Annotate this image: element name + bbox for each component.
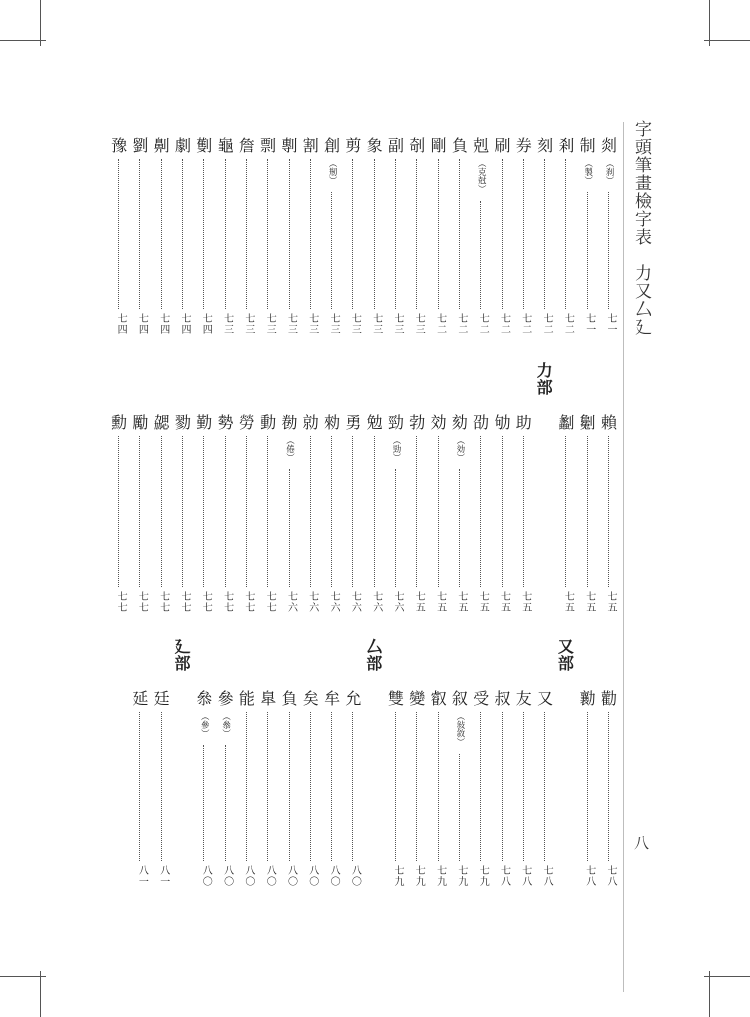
entry-page-ref: 七八 [541,865,553,887]
entry-variant: （敍敘） [454,712,465,746]
index-entry [535,690,555,905]
leader-dots [544,712,545,861]
index-entry [429,414,449,631]
index-entry [280,414,300,631]
index-entry [407,414,427,631]
leader-dots [352,159,353,309]
entry-page-ref: 七七 [200,591,212,613]
index-entry [130,690,150,905]
leader-dots [416,712,417,861]
leader-dots [480,436,481,587]
index-entry [130,414,150,631]
leader-dots [608,192,609,309]
entry-character: 勉 [366,413,383,432]
entry-page-ref: 七九 [413,865,425,887]
entry-variant: （製） [582,159,593,185]
entry-character: 賴 [600,413,617,432]
entry-variant: （刹） [604,159,614,185]
leader-dots [395,469,396,587]
entry-character: 勌 [281,413,298,432]
entry-character: 叔 [494,689,511,708]
leader-dots [587,192,588,309]
entry-page-ref: 八〇 [242,865,254,887]
leader-dots [310,436,311,587]
entry-character: 創 [324,136,341,155]
entry-character: 劙 [558,413,575,432]
entry-character: 勁 [387,413,404,432]
index-entry [322,414,342,631]
index-entry [471,690,491,905]
leader-dots [246,436,247,587]
entry-page-ref: 七三 [349,313,361,335]
index-entry [280,137,300,353]
radical-heading: 厶部 [363,638,383,672]
entry-character: 制 [579,136,596,155]
leader-dots [267,712,268,861]
entry-page-ref: 七二 [519,313,531,335]
leader-dots [331,192,332,309]
leader-dots [608,712,609,861]
index-entry [556,137,576,353]
index-entry [216,414,236,631]
leader-dots [502,159,503,309]
index-entry [237,414,257,631]
index-entry [578,137,598,353]
leader-dots [480,201,481,309]
leader-dots [395,159,396,309]
leader-dots [352,436,353,587]
entry-page-ref: 七一 [605,313,616,335]
entry-page-ref: 七四 [136,313,148,335]
entry-page-ref: 七七 [115,591,127,613]
entry-page-ref: 七三 [306,313,318,335]
entry-page-ref: 七五 [605,591,616,613]
index-entry [280,690,300,905]
entry-page-ref: 八〇 [285,865,297,887]
entry-character: 剸 [281,136,298,155]
entry-page-ref: 七八 [498,865,510,887]
index-entry [365,137,385,353]
leader-dots [161,712,162,861]
entry-page-ref: 七五 [583,591,595,613]
leader-dots [203,745,204,861]
entry-page-ref: 七七 [157,591,169,613]
entry-character: 勤 [196,413,213,432]
entry-page-ref: 八〇 [200,865,212,887]
leader-dots [502,436,503,587]
entry-character: 剽 [260,136,277,155]
crop-mark-bottom-left [40,971,41,1017]
index-entry [450,414,470,631]
index-entry [471,137,491,353]
entry-page-ref: 八〇 [349,865,361,887]
index-entry [556,414,576,631]
leader-dots [502,712,503,861]
entry-page-ref: 七九 [477,865,489,887]
index-entry [535,137,555,353]
entry-character: 勠 [174,413,191,432]
entry-page-ref: 七八 [605,865,616,887]
leader-dots [438,159,439,309]
entry-page-ref: 七五 [455,591,467,613]
entry-character: 廷 [153,689,170,708]
index-entry [216,690,236,905]
entry-page-ref: 八一 [136,865,148,887]
index-entry [301,137,321,353]
entry-character: 剞 [409,136,426,155]
index-entry [152,414,172,631]
leader-dots [587,436,588,587]
entry-character: 勑 [324,413,341,432]
index-entry [429,690,449,905]
leader-dots [395,712,396,861]
entry-character: 劖 [579,413,596,432]
leader-dots [374,436,375,587]
index-entry [194,414,214,631]
entry-page-ref: 七四 [179,313,190,335]
entry-character: 臯 [260,689,277,708]
entry-variant: （參） [199,712,210,738]
leader-dots [438,712,439,861]
leader-dots [161,436,162,587]
index-entry [429,137,449,353]
entry-page-ref: 八〇 [328,865,340,887]
entry-page-ref: 七五 [413,591,425,613]
entry-page-ref: 七六 [392,591,403,613]
entry-character: 剋 [473,136,490,155]
entry-page-ref: 七七 [221,591,233,613]
index-entry [301,690,321,905]
leader-dots [331,712,332,861]
entry-page-ref: 七六 [349,591,361,613]
entry-page-ref: 七一 [583,313,595,335]
entry-page-ref: 七五 [434,591,446,613]
leader-dots [459,754,460,861]
index-entry [343,137,363,353]
entry-character: 詹 [238,136,255,155]
entry-page-ref: 七八 [583,865,595,887]
entry-character: 劭 [473,413,490,432]
index-entry [407,137,427,353]
leader-dots [587,712,588,861]
index-entry [130,137,150,353]
index-entry [258,137,278,353]
entry-character: 劬 [494,413,511,432]
page-number: 八 [634,834,650,852]
index-entry [407,690,427,905]
leader-dots [289,159,290,309]
leader-dots [139,159,140,309]
entry-page-ref: 七三 [242,313,254,335]
leader-dots [267,436,268,587]
entry-character: 友 [515,689,532,708]
entry-variant: （倦） [284,436,295,462]
index-entry [258,414,278,631]
entry-character: 刷 [494,136,511,155]
entry-character: 勳 [111,413,128,432]
entry-character: 勇 [345,413,362,432]
entry-page-ref: 七六 [306,591,318,613]
leader-dots [118,436,119,587]
entry-variant: （効） [454,436,465,462]
entry-page-ref: 八〇 [264,865,276,887]
entry-character: 勸 [600,689,617,708]
entry-page-ref: 七三 [328,313,340,335]
entry-character: 豫 [111,136,128,155]
entry-character: 刻 [537,136,554,155]
index-entry [152,137,172,353]
leader-dots [225,745,226,861]
entry-character: 剛 [430,136,447,155]
entry-character: 券 [515,136,532,155]
leader-dots [225,436,226,587]
entry-character: 動 [260,413,277,432]
entry-character: 剎 [558,136,575,155]
entry-character: 龜 [217,136,234,155]
index-entry [173,414,193,631]
entry-page-ref: 七四 [115,313,127,335]
leader-dots [139,712,140,861]
header-rule [623,122,624,992]
leader-dots [182,436,183,587]
entry-page-ref: 七三 [285,313,297,335]
entry-variant: （克尅） [476,159,487,193]
index-entry [386,690,406,905]
index-entry [109,414,129,631]
leader-dots [459,159,460,309]
entry-page-ref: 七二 [562,313,574,335]
entry-character: 延 [132,689,149,708]
leader-dots [118,159,119,309]
index-entry [237,690,257,905]
leader-dots [203,436,204,587]
entry-page-ref: 七二 [498,313,510,335]
entry-variant: （叅） [220,712,231,738]
entry-page-ref: 七四 [157,313,169,335]
entry-page-ref: 八〇 [221,865,233,887]
leader-dots [289,469,290,587]
entry-page-ref: 七七 [179,591,190,613]
index-entry [322,690,342,905]
index-entry [237,137,257,353]
entry-character: 能 [238,689,255,708]
leader-dots [267,159,268,309]
leader-dots [544,159,545,309]
entry-character: 受 [473,689,490,708]
index-entry [152,690,172,905]
entry-page-ref: 七九 [392,865,403,887]
entry-page-ref: 七三 [221,313,233,335]
radical-heading: 力部 [534,362,554,396]
index-entry [514,137,534,353]
entry-page-ref: 七七 [264,591,276,613]
index-entry [216,137,236,353]
entry-character: 副 [387,136,404,155]
entry-character: 助 [515,413,532,432]
entry-character: 勍 [302,413,319,432]
entry-page-ref: 七五 [562,591,574,613]
entry-character: 參 [217,689,234,708]
leader-dots [225,159,226,309]
entry-page-ref: 八一 [157,865,169,887]
crop-mark-bottom-right [704,976,750,977]
index-entry [322,137,342,353]
index-entry [493,137,513,353]
index-entry [109,137,129,353]
entry-variant: （勁） [391,436,401,462]
index-entry [599,690,619,905]
entry-page-ref: 七七 [242,591,254,613]
crop-mark-bottom-left [0,976,46,977]
entry-page-ref: 七三 [392,313,403,335]
index-entry [514,690,534,905]
leader-dots [523,436,524,587]
entry-character: 勰 [153,413,170,432]
crop-mark-top-right [704,40,750,41]
radical-heading: 又部 [555,638,575,672]
leader-dots [459,469,460,587]
leader-dots [203,159,204,309]
index-entry [493,690,513,905]
leader-dots [289,712,290,861]
leader-dots [438,436,439,587]
entry-character: 劾 [451,413,468,432]
entry-character: 勃 [409,413,426,432]
entry-character: 勢 [217,413,234,432]
entry-page-ref: 七二 [455,313,467,335]
entry-character: 負 [281,689,298,708]
entry-character: 剡 [600,136,617,155]
leader-dots [608,436,609,587]
entry-character: 象 [366,136,383,155]
leader-dots [374,159,375,309]
entry-page-ref: 七五 [519,591,531,613]
entry-page-ref: 七五 [498,591,510,613]
entry-page-ref: 七三 [264,313,276,335]
entry-page-ref: 七五 [477,591,489,613]
leader-dots [161,159,162,309]
entry-character: 雙 [387,689,404,708]
entry-character: 允 [345,689,362,708]
entry-character: 割 [302,136,319,155]
leader-dots [523,712,524,861]
index-entry [301,414,321,631]
leader-dots [310,159,311,309]
entry-page-ref: 七三 [370,313,382,335]
index-entry [343,690,363,905]
entry-page-ref: 七二 [541,313,553,335]
index-entry [258,690,278,905]
entry-character: 効 [430,413,447,432]
crop-mark-top-left [0,40,46,41]
entry-page-ref: 七二 [434,313,446,335]
index-entry [578,414,598,631]
index-entry [493,414,513,631]
entry-page-ref: 七六 [370,591,382,613]
leader-dots [352,712,353,861]
index-entry [343,414,363,631]
entry-character: 叅 [196,689,213,708]
entry-character: 勷 [579,689,596,708]
entry-character: 又 [537,689,554,708]
entry-character: 勵 [132,413,149,432]
index-entry [578,690,598,905]
index-entry [450,137,470,353]
leader-dots [416,159,417,309]
leader-dots [565,159,566,309]
running-header: 字頭筆畫檢字表 力又厶廴 [631,120,651,336]
leader-dots [480,712,481,861]
entry-character: 叙 [451,689,468,708]
index-entry [194,137,214,353]
entry-character: 勞 [238,413,255,432]
entry-character: 劓 [153,136,170,155]
index-entry [514,414,534,631]
entry-page-ref: 七六 [328,591,340,613]
leader-dots [416,436,417,587]
index-entry [599,137,619,353]
leader-dots [310,712,311,861]
index-entry [450,690,470,905]
entry-page-ref: 七八 [519,865,531,887]
leader-dots [331,436,332,587]
entry-character: 劉 [132,136,149,155]
entry-page-ref: 七三 [413,313,425,335]
entry-character: 負 [451,136,468,155]
entry-character: 矣 [302,689,319,708]
entry-character: 叡 [430,689,447,708]
index-entry [194,690,214,905]
leader-dots [565,436,566,587]
index-entry [599,414,619,631]
entry-page-ref: 八〇 [306,865,318,887]
leader-dots [139,436,140,587]
leader-dots [246,159,247,309]
entry-page-ref: 七七 [136,591,148,613]
entry-character: 變 [409,689,426,708]
leader-dots [182,159,183,309]
index-entry [173,137,193,353]
index-entry [386,414,406,631]
index-entry [365,414,385,631]
leader-dots [523,159,524,309]
entry-variant: （剏） [327,159,338,185]
entry-page-ref: 七六 [285,591,297,613]
entry-page-ref: 七九 [434,865,446,887]
entry-character: 牟 [324,689,341,708]
entry-page-ref: 七四 [200,313,212,335]
leader-dots [246,712,247,861]
entry-page-ref: 七九 [455,865,467,887]
entry-character: 剪 [345,136,362,155]
entry-page-ref: 七二 [477,313,489,335]
index-entry [471,414,491,631]
entry-character: 劇 [174,136,191,155]
entry-character: 劐 [196,136,213,155]
crop-mark-bottom-right [709,971,710,1017]
index-entry [386,137,406,353]
radical-heading: 廴部 [172,638,191,672]
